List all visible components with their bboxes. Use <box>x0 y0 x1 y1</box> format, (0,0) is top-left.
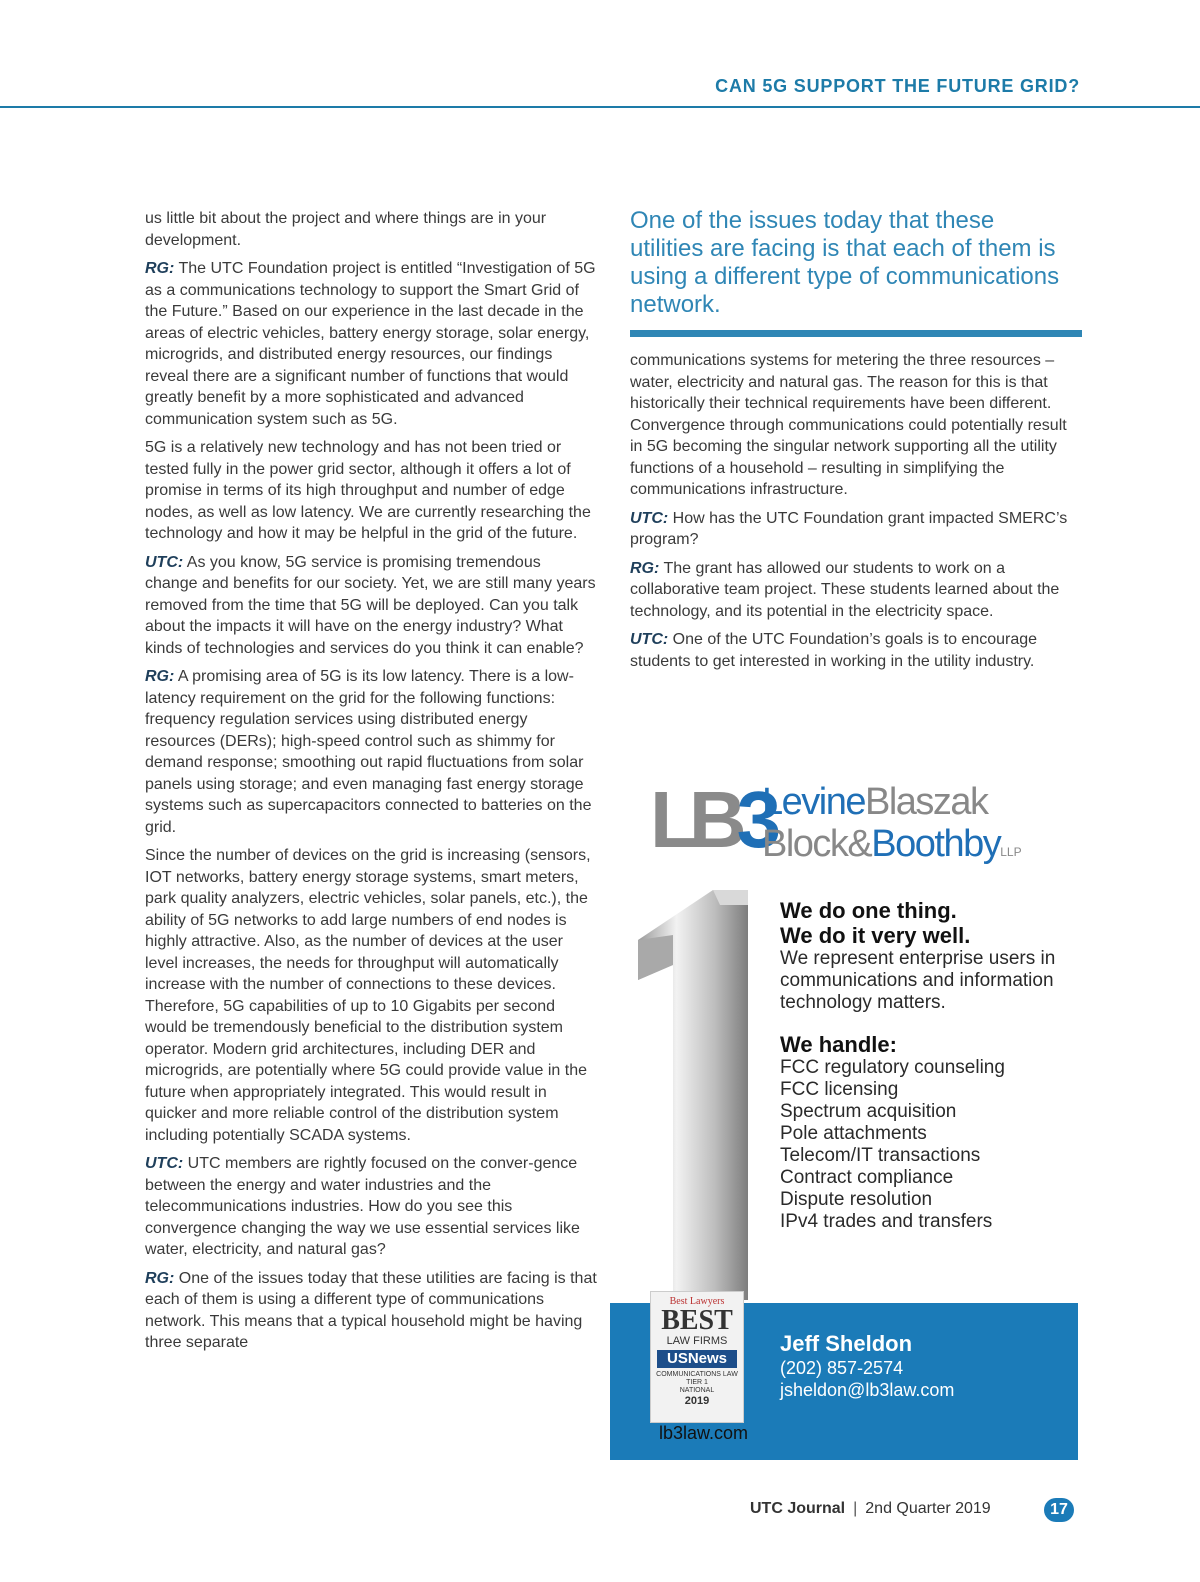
paragraph-text: One of the issues today that these utilities are facing is that each of them is using a different type of communications network. This means that a typical household might be having three separate <box>145 1269 597 1351</box>
service-item: Spectrum acquisition <box>780 1101 957 1122</box>
logo-letter-l: L <box>650 775 689 864</box>
footer-separator: | <box>853 1500 858 1517</box>
paragraph-text: 5G is a relatively new technology and has not been tried or tested fully in the power grid sector, although it offers a lot of promise in terms of its high throughput and number of edge nodes, as well as low latency. We are currently researching the technology and how it may be helpful in the grid of the future. <box>145 439 591 542</box>
pull-quote: One of the issues today that these utilities are facing is that each of them is using a different type of communications network. <box>630 207 1060 318</box>
best-law-firms-badge <box>650 1291 744 1423</box>
badge-best: BEST <box>661 1305 733 1336</box>
paragraph-text: communications systems for metering the three resources – water, electricity and natural gas. The reason for this is that historically their technical requirements have been different. Convergence through communications could potentially result in 5G becoming the singular network supporting all the utility functions of a household – resulting in simplifying the communications infrastructure. <box>630 352 1067 498</box>
ad-tagline-1: We do one thing. <box>780 898 957 923</box>
badge-tier: TIER 1 <box>686 1379 708 1386</box>
service-item: Contract compliance <box>780 1167 954 1188</box>
speaker-label: RG: <box>145 668 175 685</box>
speaker-label: UTC: <box>145 553 184 571</box>
paragraph <box>145 552 597 660</box>
pull-quote-rule <box>630 330 1082 337</box>
ad-tagline-2: We do it very well. <box>780 923 971 948</box>
contact-email[interactable]: jsheldon@lb3law.com <box>780 1380 955 1400</box>
paragraph <box>145 1268 597 1354</box>
paragraph <box>145 437 597 545</box>
badge-category: COMMUNICATIONS LAW <box>656 1371 738 1378</box>
left-column <box>145 208 597 1361</box>
paragraph <box>630 508 1082 551</box>
page-number: 17 <box>1044 1498 1074 1522</box>
lb3-logo-mark <box>650 775 771 865</box>
paragraph <box>630 350 1082 501</box>
lb3-logo <box>650 775 1070 865</box>
service-item: FCC regulatory counseling <box>780 1057 1005 1078</box>
logo-digit-3: 3 <box>736 775 772 864</box>
contact-phone[interactable]: (202) 857-2574 <box>780 1358 904 1378</box>
paragraph <box>145 666 597 838</box>
paragraph-text: As you know, 5G service is promising tremendous change and benefits for our society. Yet, we are still many years removed from the time that 5G will be deployed. Can you talk about the impacts it will have on the energy industry? What kinds of technologies and services do you think it can enable? <box>145 553 596 657</box>
paragraph <box>145 208 597 251</box>
number-one-graphic <box>628 885 758 1305</box>
paragraph-text: One of the UTC Foundation’s goals is to encourage students to get interested in working in the utility industry. <box>630 631 1038 670</box>
badge-law-firms: LAW FIRMS <box>666 1335 728 1347</box>
contact-name: Jeff Sheldon <box>780 1331 913 1356</box>
paragraph-text: How has the UTC Foundation grant impacted SMERC’s program? <box>630 509 1068 548</box>
firm-name-block: Block <box>762 823 848 865</box>
service-item: Dispute resolution <box>780 1189 933 1210</box>
speaker-label: UTC: <box>630 509 669 527</box>
ad-copy <box>780 898 1080 1233</box>
paragraph <box>630 558 1082 623</box>
paragraph <box>145 845 597 1146</box>
speaker-label: RG: <box>145 1269 175 1287</box>
paragraph <box>630 629 1082 672</box>
ad-represent-text: We represent enterprise users in communications and information technology matters. <box>780 948 1056 1013</box>
right-column <box>630 350 1082 679</box>
footer-issue: 2nd Quarter 2019 <box>865 1500 991 1517</box>
paragraph-text: us little bit about the project and where things are in your development. <box>145 210 547 249</box>
firm-name-boothby: Boothby <box>871 823 1001 865</box>
badge-usnews: USNews <box>657 1350 737 1368</box>
service-item: Telecom/IT transactions <box>780 1145 981 1166</box>
running-header: CAN 5G SUPPORT THE FUTURE GRID? <box>715 76 1080 96</box>
page-footer <box>750 1500 991 1518</box>
speaker-label: RG: <box>630 559 660 577</box>
advertisement[interactable] <box>610 770 1078 1460</box>
paragraph <box>145 258 597 430</box>
paragraph-text: The UTC Foundation project is entitled “Investigation of 5G as a communications technology to support the Smart Grid of the Future.” Based on our experience in the last decade in the areas of electric vehicles, battery energy storage, solar energy, microgrids, and distributed energy resources, our findings reveal there are a significant number of functions that would greatly benefit by a more sophisticated and advanced communication system such as 5G. <box>145 260 596 428</box>
contact-block <box>780 1331 954 1401</box>
badge-best-lawyers: Best Lawyers <box>669 1296 725 1307</box>
badge-national: NATIONAL <box>679 1387 715 1394</box>
ad-contact-bar <box>610 1296 1078 1460</box>
paragraph-text: A promising area of 5G is its low latency. There is a low-latency requirement on the grid for the following functions: frequency regulation services using distributed energy resources (DERs); high-speed control such as shimmy for demand response; smoothing out rapid fluctuations from solar panels using storage; and even managing fast energy storage systems such as supercapacitors connected to batteries on the grid. <box>145 668 592 836</box>
header-rule <box>0 106 1200 108</box>
speaker-label: UTC: <box>145 1155 184 1172</box>
firm-name-levine: Levine <box>762 781 865 823</box>
website-link[interactable]: lb3law.com <box>659 1423 749 1443</box>
speaker-label: UTC: <box>630 631 669 648</box>
paragraph <box>145 1153 597 1261</box>
speaker-label: RG: <box>145 260 175 277</box>
firm-name-amp: & <box>847 823 872 865</box>
paragraph-text: UTC members are rightly focused on the conver-gence between the energy and water industries and the telecommunications industries. How do you see this convergence changing the way we use essential services like water, electricity, and natural gas? <box>145 1155 580 1258</box>
badge-year: 2019 <box>684 1395 710 1407</box>
ad-handle-heading: We handle: <box>780 1032 897 1057</box>
paragraph-text: Since the number of devices on the grid is increasing (sensors, IOT networks, battery energy storage systems, smart meters, park quality analyzers, electric vehicles, solar panels, etc.), the ability of 5G networks to add large numbers of end nodes is highly attractive. Also, as the number of devices at the user level increases, the needs for throughput will automatically increase with the number of connections to these devices. Therefore, 5G capabilities of up to 10 Gigabits per second would be tremendously beneficial to the distribution system operator. Modern grid architectures, including DER and microgrids, are potentially where 5G could provide value in the future when appropriately integrated. This would result in quicker and more reliable control of the distribution system including potentially SCADA systems. <box>145 847 591 1144</box>
service-item: Pole attachments <box>780 1123 927 1144</box>
firm-name <box>762 781 1022 873</box>
firm-name-llp: LLP <box>1000 845 1022 859</box>
footer-journal: UTC Journal <box>750 1500 846 1517</box>
service-item: FCC licensing <box>780 1079 899 1100</box>
service-item: IPv4 trades and transfers <box>780 1211 993 1232</box>
firm-name-blaszak: Blaszak <box>864 781 988 823</box>
logo-letter-b: B <box>688 775 737 864</box>
paragraph-text: The grant has allowed our students to work on a collaborative team project. These students learned about the technology, and its potential in the electricity space. <box>630 559 1060 620</box>
